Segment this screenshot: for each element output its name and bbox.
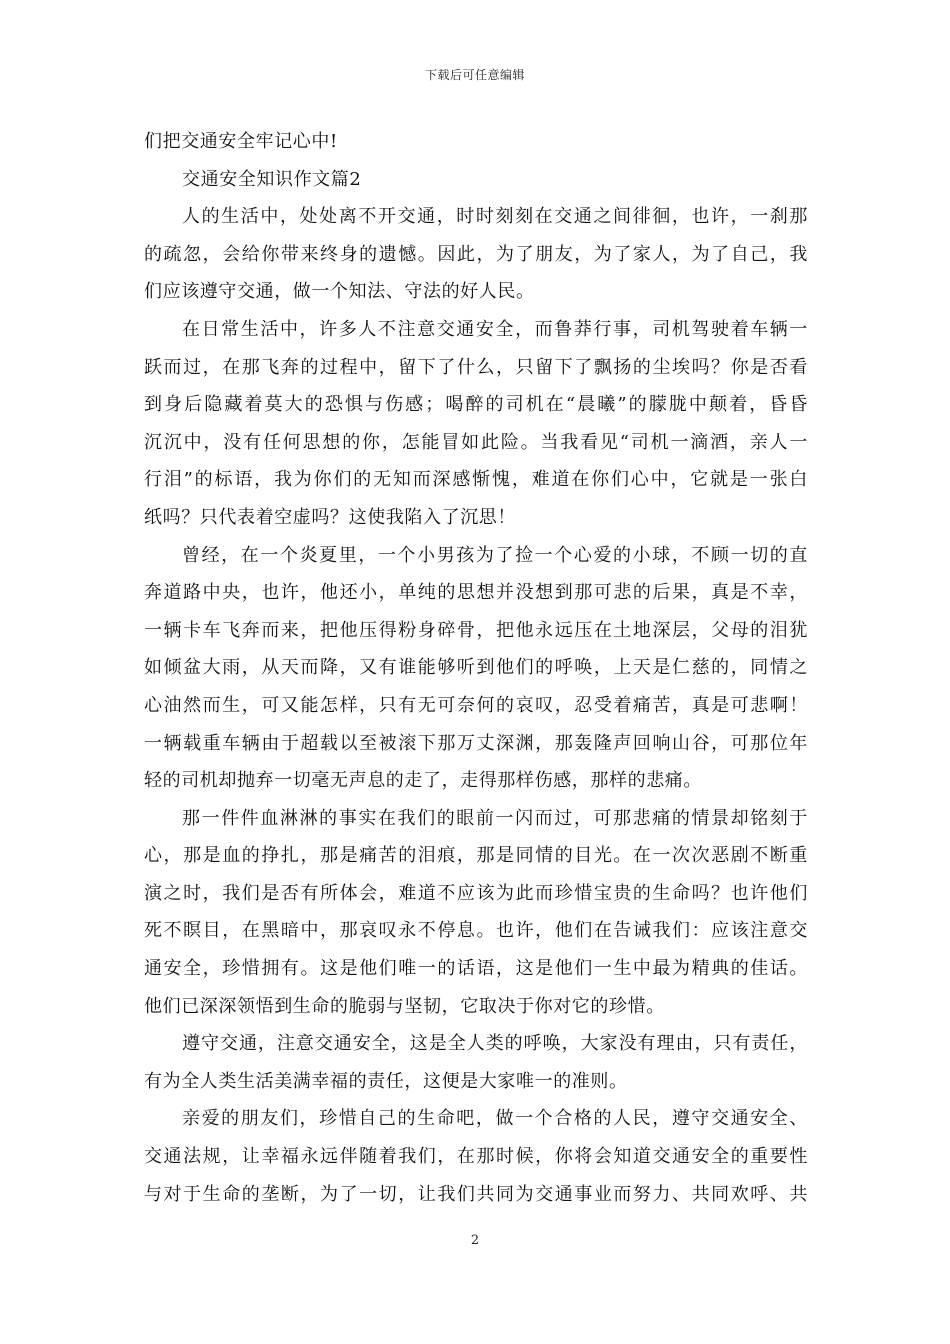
text-line: 沉沉中，没有任何思想的你，怎能冒如此险。当我看见“司机一滴酒，亲人一 xyxy=(144,431,808,453)
text-line: 跃而过，在那飞奔的过程中，留下了什么，只留下了飘扬的尘埃吗？你是否看 xyxy=(144,356,808,378)
text-line: 遵守交通，注意交通安全，这是全人类的呼唤，大家没有理由，只有责任， xyxy=(182,1033,808,1055)
text-line: 人的生活中，处处离不开交通，时时刻刻在交通之间徘徊，也许，一刹那 xyxy=(182,206,808,228)
text-line: 轻的司机却抛弃一切毫无声息的走了，走得那样伤感，那样的悲痛。 xyxy=(144,770,702,792)
text-line: 死不瞑目，在黑暗中，那哀叹永不停息。也许，他们在告诫我们：应该注意交 xyxy=(144,920,808,942)
page-number: 2 xyxy=(470,1233,480,1248)
text-line: 纸吗？只代表着空虚吗？这使我陷入了沉思！ xyxy=(144,506,516,528)
text-line: 如倾盆大雨，从天而降，又有谁能够听到他们的呼唤，上天是仁慈的，同情之 xyxy=(144,657,808,679)
text-line: 有为全人类生活美满幸福的责任，这便是大家唯一的准则。 xyxy=(144,1070,628,1092)
text-line: 到身后隐藏着莫大的恐惧与伤感；喝醉的司机在“晨曦”的朦胧中颠着，昏昏 xyxy=(144,394,808,416)
text-line: 他们已深深领悟到生命的脆弱与坚韧，它取决于你对它的珍惜。 xyxy=(144,995,665,1017)
text-line: 的疏忽，会给你带来终身的遗憾。因此，为了朋友，为了家人，为了自己，我 xyxy=(144,243,808,265)
page-header: 下载后可任意编辑 xyxy=(424,68,525,82)
text-line: 曾经，在一个炎夏里，一个小男孩为了捡一个心爱的小球，不顾一切的直 xyxy=(182,544,808,566)
text-line: 与对于生命的垄断，为了一切，让我们共同为交通事业而努力、共同欢呼、共 xyxy=(144,1183,808,1205)
text-line: 交通法规，让幸福永远伴随着我们，在那时候，你将会知道交通安全的重要性 xyxy=(144,1146,808,1168)
text-line: 心油然而生，可又能怎样，只有无可奈何的哀叹，忍受着痛苦，真是可悲啊！ xyxy=(144,694,808,716)
text-line: 交通安全知识作文篇2 xyxy=(182,168,362,190)
text-line: 奔道路中央，也许，他还小，单纯的思想并没想到那可悲的后果，真是不幸， xyxy=(144,582,808,604)
text-line: 在日常生活中，许多人不注意交通安全，而鲁莽行事，司机驾驶着车辆一 xyxy=(182,318,808,340)
text-line: 心，那是血的挣扎，那是痛苦的泪痕，那是同情的目光。在一次次恶剧不断重 xyxy=(144,845,808,867)
text-line: 们应该遵守交通，做一个知法、守法的好人民。 xyxy=(144,281,535,303)
text-line: 通安全，珍惜拥有。这是他们唯一的话语，这是他们一生中最为精典的佳话。 xyxy=(144,958,808,980)
text-line: 一辆卡车飞奔而来，把他压得粉身碎骨，把他永远压在土地深层，父母的泪犹 xyxy=(144,619,808,641)
text-line: 一辆载重车辆由于超载以至被滚下那万丈深渊，那轰隆声回响山谷，可那位年 xyxy=(144,732,808,754)
text-line: 演之时，我们是否有所体会，难道不应该为此而珍惜宝贵的生命吗？也许他们 xyxy=(144,882,808,904)
text-line: 那一件件血淋淋的事实在我们的眼前一闪而过，可那悲痛的情景却铭刻于 xyxy=(182,807,808,829)
document-body xyxy=(144,123,808,1213)
text-line: 亲爱的朋友们，珍惜自己的生命吧，做一个合格的人民，遵守交通安全、 xyxy=(182,1108,808,1130)
text-line: 行泪”的标语，我为你们的无知而深感惭愧，难道在你们心中，它就是一张白 xyxy=(144,469,808,491)
text-line: 们把交通安全牢记心中! xyxy=(144,131,338,152)
